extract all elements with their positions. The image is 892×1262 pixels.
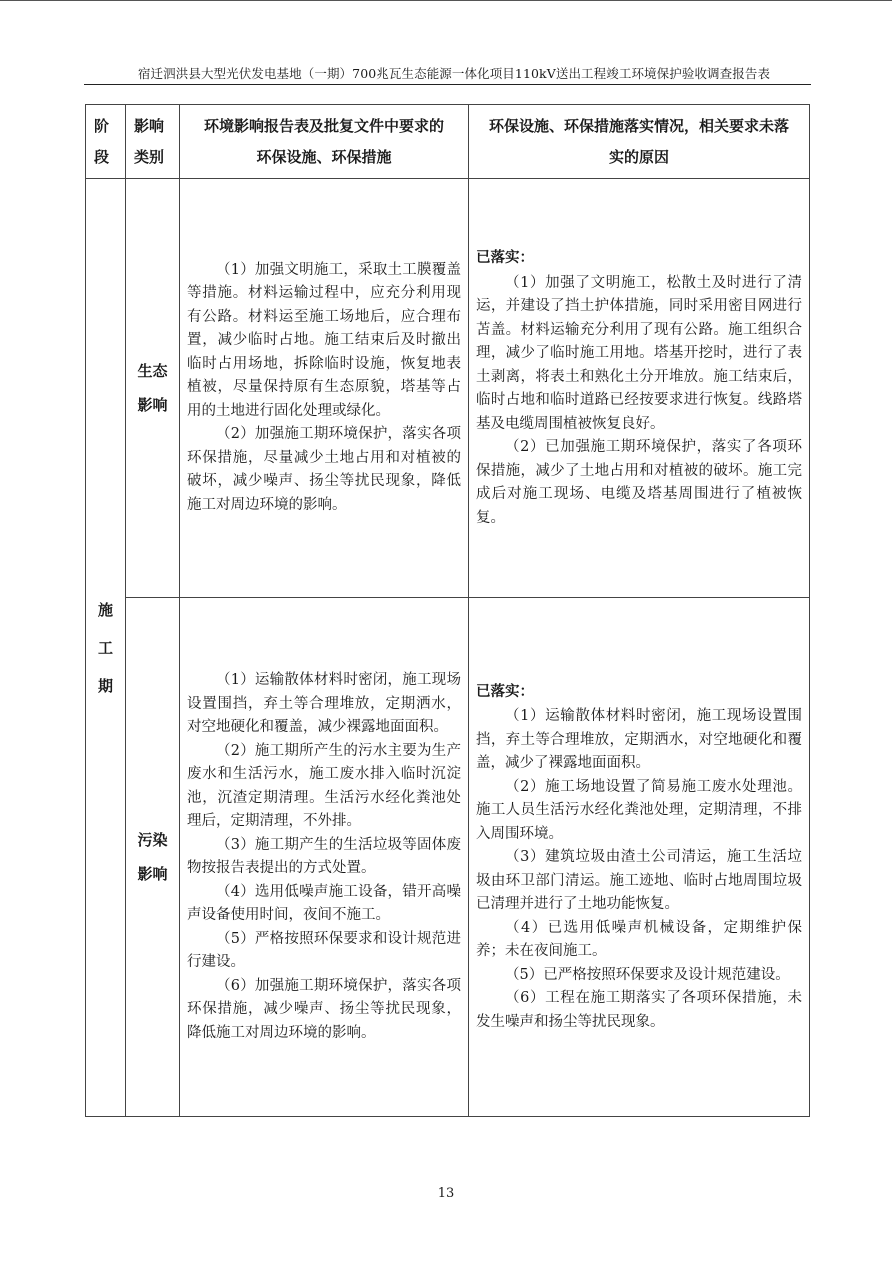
page-header: 宿迁泗洪县大型光伏发电基地（一期）700兆瓦生态能源一体化项目110kV送出工程竣工环境保护验收调查报告表 bbox=[137, 66, 771, 81]
requirement-item: （2）加强施工期环境保护，落实各项环保措施，尽量减少土地占用和对植被的破坏，减少噪声、扬尘等扰民现象，降低施工对周边环境的影响。 bbox=[187, 426, 461, 513]
table-row-pollution bbox=[86, 598, 810, 1117]
header-rule bbox=[84, 84, 811, 85]
implementation-item: （1）运输散体材料时密闭，施工现场设置围挡，弃土等合理堆放，定期洒水，对空地硬化和覆盖，减少了裸露地面面积。 bbox=[476, 708, 802, 772]
implementation-item: （1）加强了文明施工，松散土及时进行了清运，并建设了挡土护体措施，同时采用密目网进行苫盖。材料运输充分利用了现有公路。施工组织合理，减少了临时施工用地。塔基开挖时，进行了表土剥离，将表土和熟化土分开堆放。施工结束后，临时占地和临时道路已经按要求进行恢复。线路塔基及电缆周围植被恢复良好。 bbox=[476, 274, 802, 432]
header-stage-line2: 段 bbox=[94, 147, 110, 166]
page-number: 13 bbox=[437, 1186, 455, 1201]
header-category-line1: 影响 bbox=[134, 116, 165, 135]
requirement-item: （5）严格按照环保要求和设计规范进行建设。 bbox=[187, 930, 461, 970]
acceptance-table bbox=[85, 104, 810, 1117]
requirement-item: （4）选用低噪声施工设备，错开高噪声设备使用时间，夜间不施工。 bbox=[187, 883, 461, 923]
category-line: 影响 bbox=[137, 396, 168, 414]
category-line: 污染 bbox=[137, 831, 168, 849]
status-label: 已落实： bbox=[476, 682, 534, 700]
requirements-cell-pollution bbox=[180, 598, 469, 1117]
header-requirements-line2: 环保设施、环保措施 bbox=[256, 147, 392, 166]
category-cell-ecological bbox=[126, 179, 180, 598]
implementation-item: （3）建筑垃圾由渣土公司清运，施工生活垃圾由环卫部门清运。施工迹地、临时占地周围垃圾已清理并进行了土地功能恢复。 bbox=[476, 849, 802, 913]
requirement-item: （2）施工期所产生的污水主要为生产废水和生活污水，施工废水排入临时沉淀池，沉渣定期清理。生活污水经化粪池处理后，定期清理，不外排。 bbox=[187, 742, 461, 829]
requirement-item: （1）运输散体材料时密闭，施工现场设置围挡，弃土等合理堆放，定期洒水，对空地硬化和覆盖，减少裸露地面面积。 bbox=[187, 672, 461, 735]
implementation-item: （5）已严格按照环保要求及设计规范建设。 bbox=[505, 966, 790, 983]
implementation-item: （4）已选用低噪声机械设备，定期维护保养；未在夜间施工。 bbox=[476, 919, 802, 960]
requirement-item: （6）加强施工期环境保护，落实各项环保措施，减少噪声、扬尘等扰民现象，降低施工对周边环境的影响。 bbox=[187, 977, 461, 1041]
implementation-item: （6）工程在施工期落实了各项环保措施，未发生噪声和扬尘等扰民现象。 bbox=[476, 990, 802, 1030]
implementation-cell-pollution bbox=[469, 598, 810, 1117]
implementation-item: （2）已加强施工期环境保护，落实了各项环保措施，减少了土地占用和对植被的破坏。施工完成后对施工现场、电缆及塔基周围进行了植被恢复。 bbox=[476, 439, 802, 526]
requirement-item: （1）加强文明施工，采取土工膜覆盖等措施。材料运输过程中，应充分利用现有公路。材料运至施工场地后，应合理布置，减少临时占地。施工结束后及时撤出临时占用场地，拆除临时设施，恢复地表植被，尽量保持原有生态原貌，塔基等占用的土地进行固化处理或绿化。 bbox=[187, 261, 461, 419]
header-implementation-line2: 实的原因 bbox=[608, 147, 669, 166]
stage-char: 工 bbox=[97, 638, 113, 657]
requirement-item: （3）施工期产生的生活垃圾等固体废物按报告表提出的方式处置。 bbox=[187, 836, 461, 876]
implementation-item: （2）施工场地设置了简易施工废水处理池。施工人员生活污水经化粪池处理，定期清理，不排入周围环境。 bbox=[476, 778, 802, 842]
header-category-line2: 类别 bbox=[134, 147, 165, 166]
status-label: 已落实： bbox=[476, 249, 534, 266]
stage-cell-construction bbox=[86, 179, 126, 1117]
stage-char: 施 bbox=[97, 600, 113, 619]
header-requirements bbox=[180, 105, 469, 179]
header-stage-line1: 阶 bbox=[94, 116, 110, 135]
header-category bbox=[126, 105, 180, 179]
page-top-border bbox=[0, 0, 892, 1]
category-cell-pollution bbox=[126, 598, 180, 1117]
table-header-row bbox=[86, 105, 810, 179]
header-stage bbox=[86, 105, 126, 179]
stage-char: 期 bbox=[97, 676, 113, 695]
implementation-cell-ecological bbox=[469, 179, 810, 598]
header-implementation-line1: 环保设施、环保措施落实情况，相关要求未落 bbox=[488, 116, 789, 135]
category-line: 生态 bbox=[137, 362, 168, 380]
table-row-ecological bbox=[86, 179, 810, 598]
category-line: 影响 bbox=[137, 865, 168, 883]
header-requirements-line1: 环境影响报告表及批复文件中要求的 bbox=[203, 116, 444, 135]
header-implementation bbox=[469, 105, 810, 179]
requirements-cell-ecological bbox=[180, 179, 469, 598]
